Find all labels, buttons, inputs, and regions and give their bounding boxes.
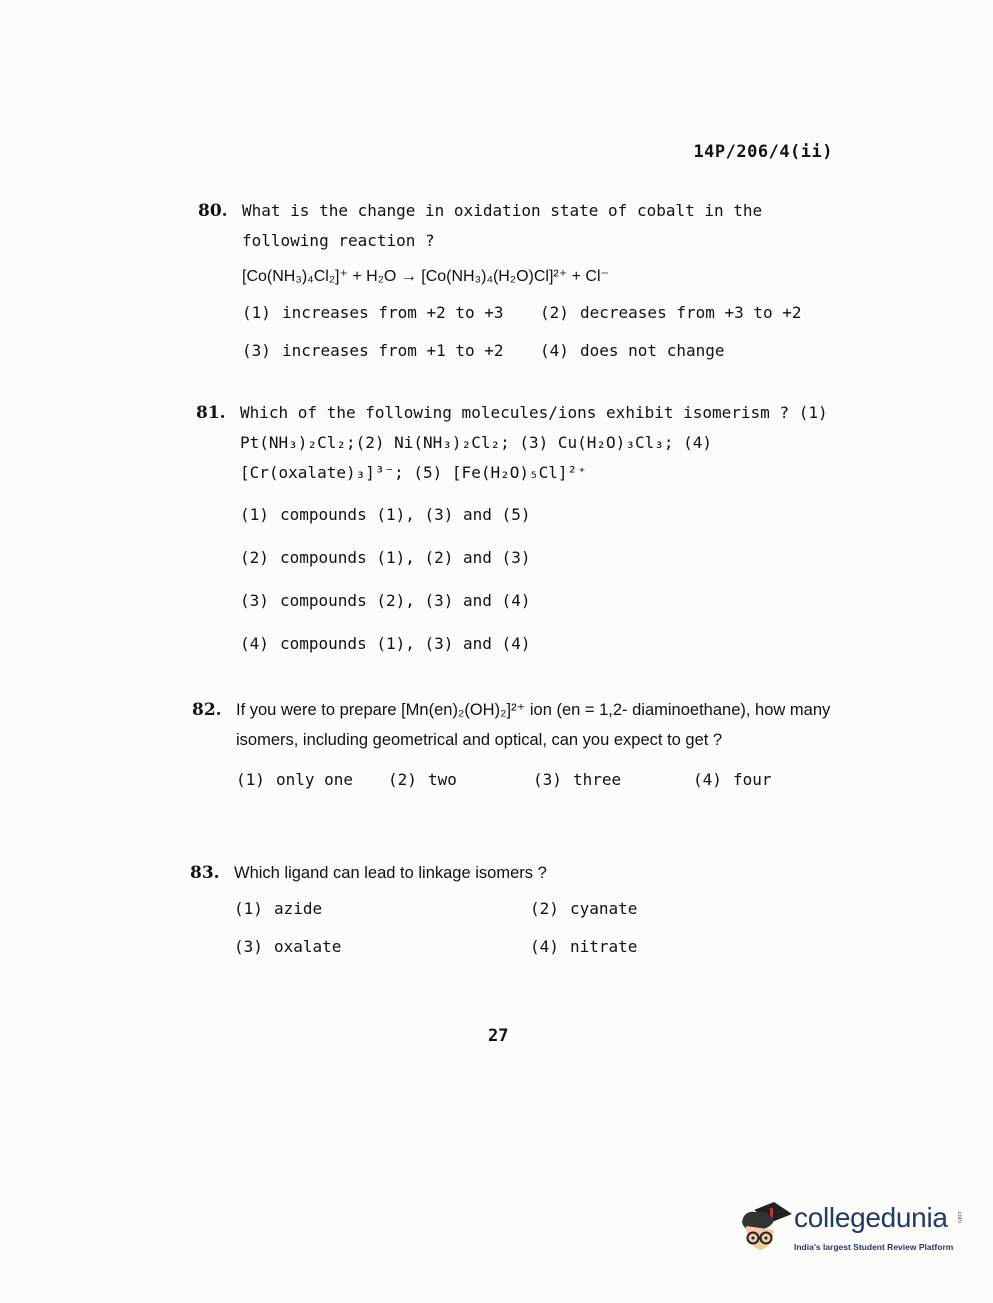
option-1[interactable]: (1) compounds (1), (3) and (5) (240, 505, 531, 524)
option-2[interactable]: (2) compounds (1), (2) and (3) (240, 548, 531, 567)
options-list (236, 765, 832, 795)
option-4[interactable]: (4) four (693, 770, 772, 789)
option-3[interactable]: (3) compounds (2), (3) and (4) (240, 591, 531, 610)
option-1[interactable]: (1) azide (234, 899, 323, 918)
question-number: 82. (192, 700, 222, 720)
collegedunia-logo[interactable] (734, 1196, 964, 1260)
page-number: 27 (488, 1026, 509, 1046)
option-1[interactable]: (1) only one (236, 770, 354, 789)
question-number: 80. (198, 201, 228, 221)
option-4[interactable]: (4) compounds (1), (3) and (4) (240, 634, 531, 653)
student-mascot-icon (734, 1196, 792, 1256)
option-2[interactable]: (2) cyanate (530, 899, 638, 918)
logo-suffix: .com (956, 1210, 962, 1224)
reaction-formula: [Co(NH₃)₄Cl₂]⁺ + H₂O → [Co(NH₃)₄(H₂O)Cl]²⁺ + Cl⁻ (242, 268, 609, 285)
question-number: 83. (190, 863, 220, 883)
question-text: If you were to prepare [Mn(en)₂(OH)₂]²⁺ ion (en = 1,2- diaminoethane), how many isomers, including geometrical and optical, can you expect to get ? (236, 701, 831, 749)
question-80 (198, 196, 838, 366)
question-82 (192, 695, 832, 795)
options-list (240, 500, 836, 659)
question-83 (190, 858, 830, 962)
paper-code: 14P/206/4(ii) (693, 142, 833, 162)
option-4[interactable]: (4) nitrate (530, 937, 638, 956)
question-text: Which ligand can lead to linkage isomers ? (234, 864, 547, 882)
option-3[interactable]: (3) increases from +1 to +2 (242, 341, 504, 360)
option-2[interactable]: (2) decreases from +3 to +2 (540, 303, 802, 322)
question-text: Which of the following molecules/ions exhibit isomerism ? (1) Pt(NH₃)₂Cl₂;(2) Ni(NH₃)₂Cl₂; (3) Cu(H₂O)₃Cl₃; (4) [Cr(oxalate)₃]³⁻; (5) [Fe(H₂O)₅Cl]²⁺ (240, 403, 828, 482)
option-1[interactable]: (1) increases from +2 to +3 (242, 303, 504, 322)
question-number: 81. (196, 403, 226, 423)
options-list (242, 298, 838, 366)
options-list (234, 894, 830, 962)
option-3[interactable]: (3) three (533, 770, 622, 789)
question-text: What is the change in oxidation state of cobalt in the following reaction ? (242, 201, 763, 250)
logo-tagline: India's largest Student Review Platform (794, 1242, 954, 1252)
option-3[interactable]: (3) oxalate (234, 937, 342, 956)
question-81 (196, 398, 836, 672)
logo-wordmark: collegedunia (794, 1202, 948, 1233)
option-4[interactable]: (4) does not change (540, 341, 725, 360)
option-2[interactable]: (2) two (388, 770, 457, 789)
